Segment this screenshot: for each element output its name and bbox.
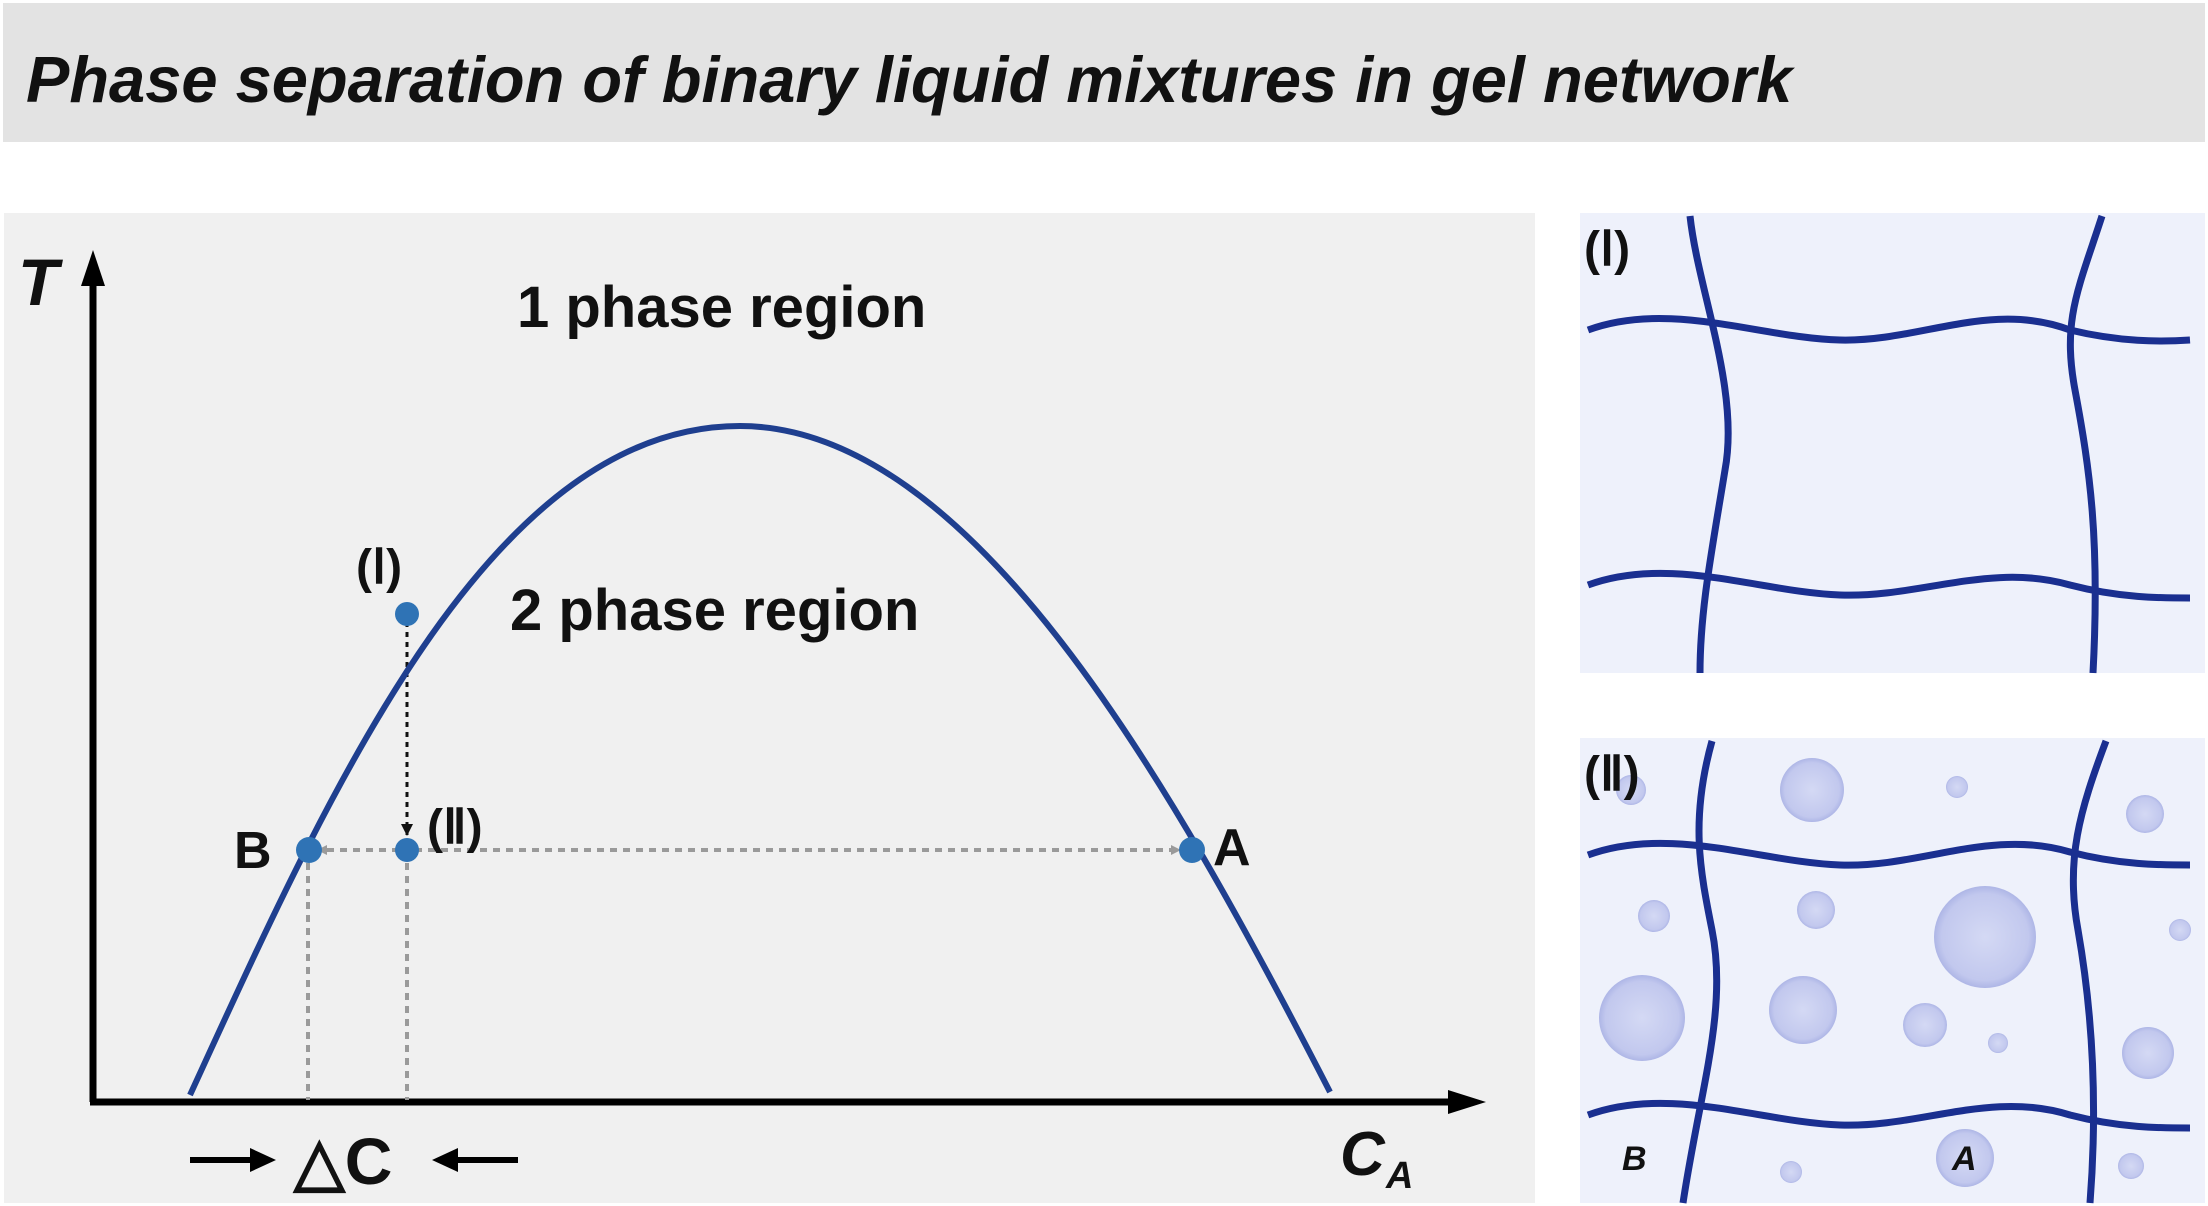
- point-II: [395, 838, 419, 862]
- diagram-background: [4, 213, 1535, 1203]
- phase-A-label: A: [1952, 1140, 1977, 1178]
- droplet: [1988, 1033, 2008, 1053]
- point-A-label: A: [1213, 819, 1251, 877]
- panel-II: [1580, 738, 2205, 1203]
- point-B: [296, 837, 322, 863]
- panel-II-label: (Ⅱ): [1584, 748, 1640, 801]
- droplet: [1934, 886, 2036, 988]
- phase-B-label: B: [1622, 1140, 1647, 1178]
- droplet: [2126, 795, 2164, 833]
- one-phase-region-label: 1 phase region: [517, 275, 927, 340]
- point-A: [1179, 837, 1205, 863]
- two-phase-region-label: 2 phase region: [510, 578, 920, 643]
- droplet: [2122, 1027, 2174, 1079]
- droplet: [1946, 776, 1968, 798]
- droplet: [1780, 1161, 1802, 1183]
- point-I-label: (Ⅰ): [356, 541, 403, 594]
- point-B-label: B: [234, 822, 272, 880]
- point-II-label: (Ⅱ): [427, 801, 483, 854]
- droplet: [2118, 1153, 2144, 1179]
- x-axis-label: C: [1340, 1120, 1385, 1189]
- droplet: [1599, 975, 1685, 1061]
- droplet: [1903, 1003, 1947, 1047]
- page-title: Phase separation of binary liquid mixtures in gel network: [26, 43, 1793, 116]
- x-axis-label-subscript: A: [1386, 1155, 1414, 1197]
- droplet: [2169, 919, 2191, 941]
- droplet: [1780, 758, 1844, 822]
- droplet: [1797, 891, 1835, 929]
- panel-I-background: [1580, 213, 2205, 673]
- droplet: [1638, 900, 1670, 932]
- delta-c-label: △C: [294, 1124, 393, 1198]
- droplet: [1769, 976, 1837, 1044]
- panel-I: [1580, 213, 2205, 673]
- point-I: [395, 602, 419, 626]
- y-axis-label: T: [18, 245, 59, 319]
- panel-I-label: (Ⅰ): [1584, 223, 1631, 276]
- panel-II-background: [1580, 738, 2205, 1203]
